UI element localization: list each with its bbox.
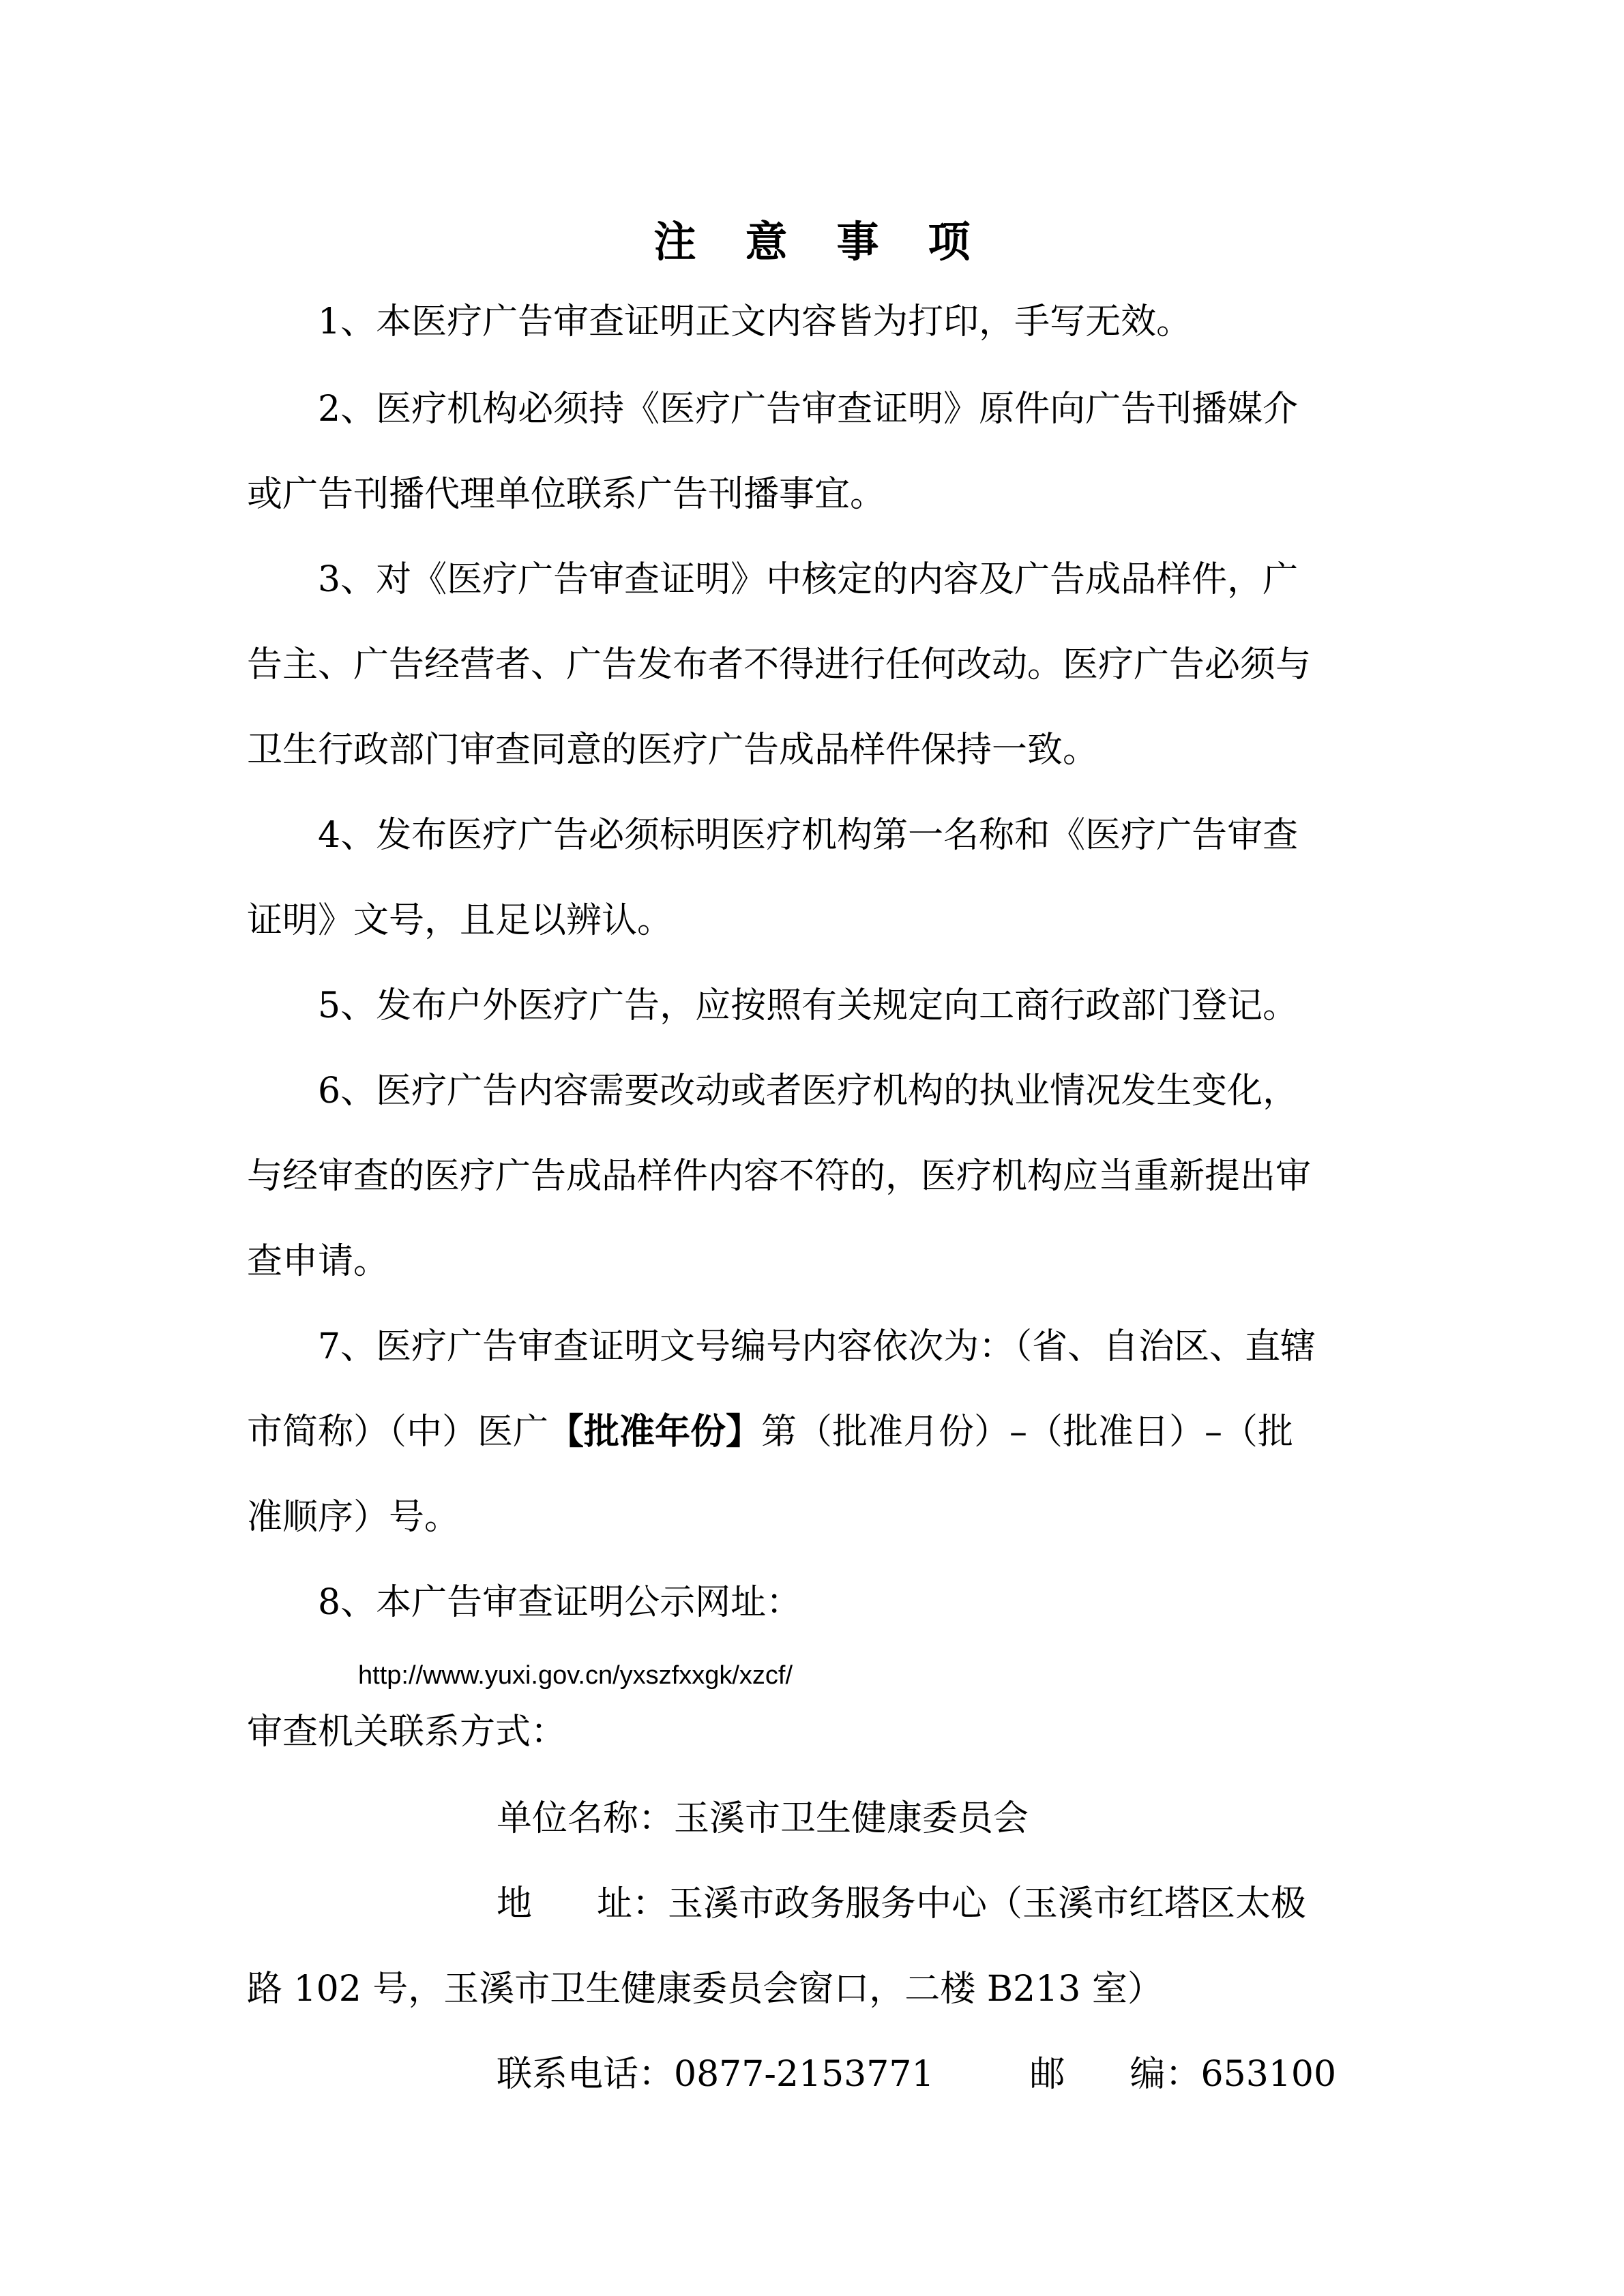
contact-phone-postal — [497, 2053, 1336, 2096]
item-6-line-1: 6、医疗广告内容需要改动或者医疗机构的执业情况发生变化， — [318, 1071, 1299, 1112]
item-2-line-2: 或广告刊播代理单位联系广告刊播事宜。 — [247, 474, 886, 515]
address-label-second: 址： — [597, 1883, 668, 1924]
item-3-line-1: 3、对《医疗广告审查证明》中核定的内容及广告成品样件，广 — [318, 559, 1299, 600]
unit-value: 玉溪市卫生健康委员会 — [674, 1798, 1029, 1839]
item-7-line-2-part-c: 第（批准月份）–（批准日）–（批 — [761, 1412, 1294, 1452]
address-label-first: 地 — [497, 1883, 533, 1924]
disclosure-url[interactable]: http://www.yuxi.gov.cn/yxszfxxgk/xzcf/ — [358, 1661, 793, 1690]
item-7-line-2-part-a: 市简称）（中）医广 — [247, 1412, 549, 1452]
item-7-approval-year: 【批准年份】 — [548, 1412, 762, 1452]
postal-label-second: 编： — [1130, 2054, 1201, 2095]
postal-label-first: 邮 — [1029, 2054, 1065, 2095]
contact-heading: 审查机关联系方式： — [247, 1712, 567, 1753]
contact-unit — [497, 1797, 1029, 1840]
item-7-line-1: 7、医疗广告审查证明文号编号内容依次为：（省、自治区、直辖 — [318, 1326, 1316, 1367]
phone-value: 0877-2153771 — [674, 2054, 934, 2095]
item-6-line-3: 查申请。 — [247, 1241, 389, 1282]
phone-label: 联系电话： — [497, 2054, 675, 2095]
address-value-line-1: 玉溪市政务服务中心（玉溪市红塔区太极 — [668, 1883, 1307, 1924]
contact-address-line-1 — [497, 1882, 1306, 1926]
unit-label: 单位名称： — [497, 1798, 675, 1839]
item-3-line-3: 卫生行政部门审查同意的医疗广告成品样件保持一致。 — [247, 730, 1099, 771]
item-2-line-1: 2、医疗机构必须持《医疗广告审查证明》原件向广告刊播媒介 — [318, 389, 1299, 430]
item-6-line-2: 与经审查的医疗广告成品样件内容不符的，医疗机构应当重新提出审 — [247, 1156, 1312, 1197]
item-3-line-2: 告主、广告经营者、广告发布者不得进行任何改动。医疗广告必须与 — [247, 644, 1312, 685]
page-title: 注意事项 — [653, 217, 1020, 267]
item-7-line-2 — [247, 1410, 1293, 1454]
item-4-line-1: 4、发布医疗广告必须标明医疗机构第一名称和《医疗广告审查 — [318, 815, 1299, 856]
item-8-line-1: 8、本广告审查证明公示网址： — [318, 1582, 802, 1623]
item-1: 1、本医疗广告审查证明正文内容皆为打印，手写无效。 — [318, 301, 1192, 342]
item-5: 5、发布户外医疗广告，应按照有关规定向工商行政部门登记。 — [318, 985, 1299, 1026]
postal-value: 653100 — [1200, 2054, 1337, 2095]
item-7-line-3: 准顺序）号。 — [247, 1497, 460, 1538]
item-4-line-2: 证明》文号，且足以辨认。 — [247, 900, 673, 941]
contact-address-line-2: 路 102 号，玉溪市卫生健康委员会窗口，二楼 B213 室） — [247, 1969, 1163, 2010]
